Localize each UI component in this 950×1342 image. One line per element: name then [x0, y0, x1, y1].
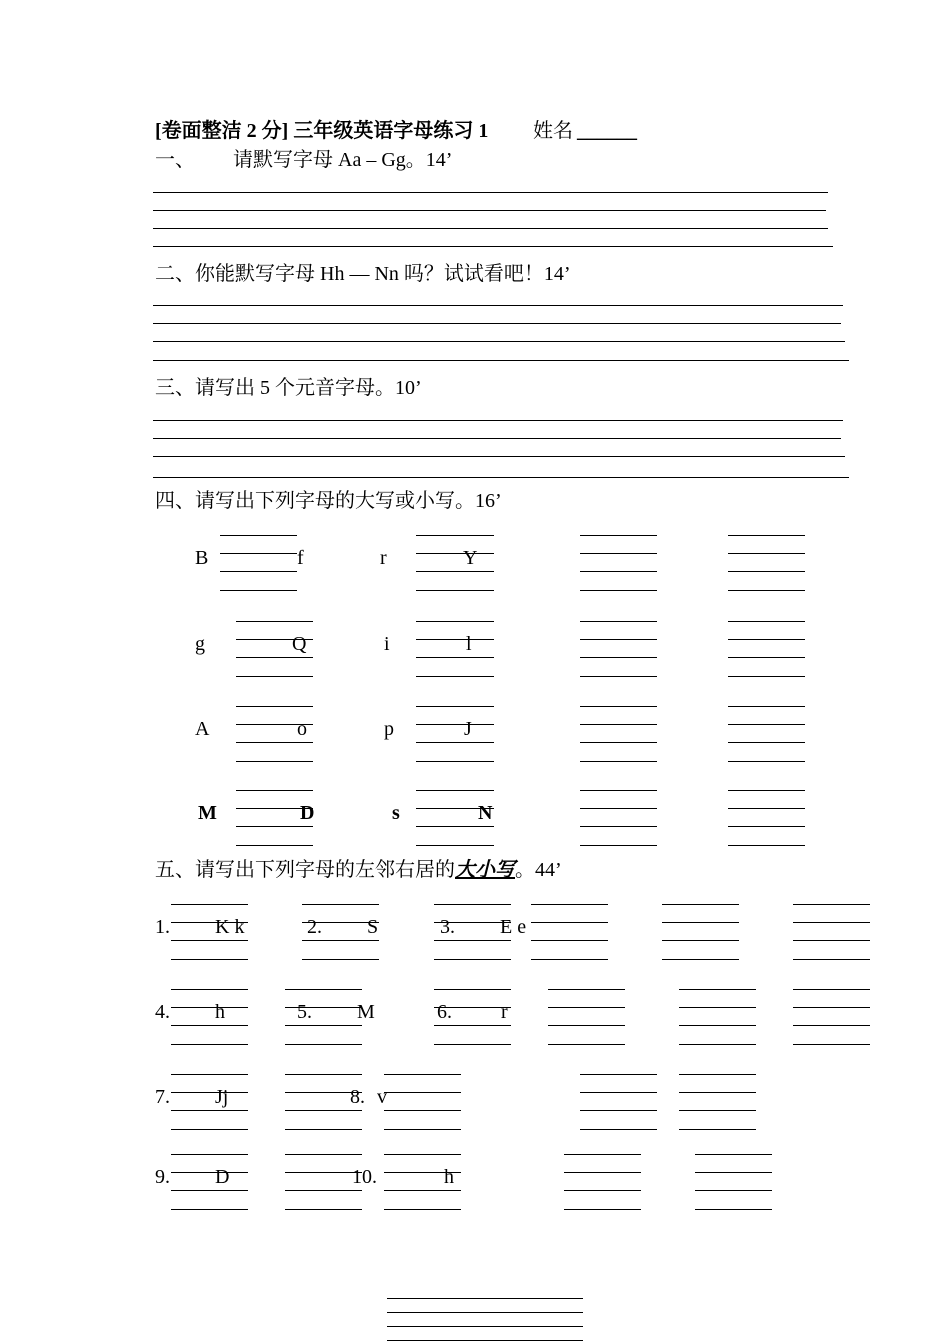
answer-line[interactable]: [679, 1007, 756, 1008]
letter-prompt: D: [300, 802, 315, 824]
answer-line[interactable]: [580, 1129, 657, 1130]
answer-line[interactable]: [171, 1025, 248, 1026]
letter-prompt: p: [384, 718, 394, 740]
answer-line[interactable]: [580, 639, 657, 640]
answer-line[interactable]: [171, 959, 248, 960]
answer-line[interactable]: [434, 1044, 511, 1045]
answer-line[interactable]: [728, 790, 805, 791]
answer-line[interactable]: [285, 1025, 362, 1026]
answer-line[interactable]: [236, 845, 313, 846]
letter-prompt: S: [367, 916, 379, 938]
answer-line[interactable]: [728, 808, 805, 809]
answer-line[interactable]: [679, 1110, 756, 1111]
answer-line[interactable]: [171, 940, 248, 941]
letter-prompt: N: [478, 802, 493, 824]
answer-line[interactable]: [580, 790, 657, 791]
answer-line[interactable]: [171, 1044, 248, 1045]
answer-line[interactable]: [171, 1190, 248, 1191]
writing-line[interactable]: [153, 360, 849, 361]
answer-line[interactable]: [285, 1074, 362, 1075]
answer-line[interactable]: [679, 1074, 756, 1075]
letter-prompt: E e: [500, 916, 527, 938]
writing-line[interactable]: [153, 305, 843, 306]
answer-line[interactable]: [580, 826, 657, 827]
answer-line[interactable]: [564, 1209, 641, 1210]
letter-prompt: r: [380, 547, 387, 569]
answer-line[interactable]: [728, 706, 805, 707]
writing-line[interactable]: [153, 420, 843, 421]
answer-line[interactable]: [728, 553, 805, 554]
writing-line[interactable]: [153, 341, 845, 342]
writing-line[interactable]: [153, 192, 828, 193]
writing-line[interactable]: [153, 228, 828, 229]
section-1-number: 一、: [155, 149, 195, 171]
answer-line[interactable]: [564, 1154, 641, 1155]
answer-line[interactable]: [548, 1025, 625, 1026]
answer-line[interactable]: [728, 571, 805, 572]
question-number: 8.: [350, 1086, 365, 1108]
answer-line[interactable]: [220, 571, 297, 572]
writing-line[interactable]: [153, 438, 841, 439]
answer-line[interactable]: [285, 1044, 362, 1045]
answer-line[interactable]: [416, 676, 494, 677]
answer-line[interactable]: [793, 904, 870, 905]
writing-line[interactable]: [387, 1326, 583, 1327]
answer-line[interactable]: [416, 553, 494, 554]
answer-line[interactable]: [171, 1154, 248, 1155]
section-4-title: 四、请写出下列字母的大写或小写。16’: [155, 490, 502, 512]
answer-line[interactable]: [416, 761, 494, 762]
answer-line[interactable]: [728, 742, 805, 743]
answer-line[interactable]: [580, 571, 657, 572]
answer-line[interactable]: [434, 940, 511, 941]
answer-line[interactable]: [662, 959, 739, 960]
answer-line[interactable]: [171, 1092, 248, 1093]
letter-prompt: M: [357, 1001, 375, 1023]
answer-line[interactable]: [679, 1044, 756, 1045]
letter-prompt: s: [392, 802, 400, 824]
answer-line[interactable]: [384, 1154, 461, 1155]
answer-line[interactable]: [679, 989, 756, 990]
answer-line[interactable]: [302, 940, 379, 941]
letter-prompt: g: [195, 633, 205, 655]
writing-line[interactable]: [153, 323, 841, 324]
answer-line[interactable]: [416, 535, 494, 536]
question-number: 5.: [297, 1001, 312, 1023]
writing-line[interactable]: [153, 210, 826, 211]
answer-line[interactable]: [416, 657, 494, 658]
answer-line[interactable]: [236, 621, 313, 622]
answer-line[interactable]: [728, 724, 805, 725]
letter-prompt: r: [501, 1001, 508, 1023]
letter-prompt: h: [444, 1166, 454, 1188]
answer-line[interactable]: [285, 1172, 362, 1173]
section-5-title-start: 五、请写出下列字母的左邻右居的: [155, 859, 455, 881]
answer-line[interactable]: [728, 761, 805, 762]
question-number: 10.: [352, 1166, 377, 1188]
answer-line[interactable]: [434, 959, 511, 960]
letter-prompt: A: [195, 718, 210, 740]
answer-line[interactable]: [171, 1110, 248, 1111]
answer-line[interactable]: [302, 959, 379, 960]
answer-line[interactable]: [662, 922, 739, 923]
answer-line[interactable]: [236, 657, 313, 658]
answer-line[interactable]: [728, 639, 805, 640]
answer-line[interactable]: [171, 989, 248, 990]
answer-line[interactable]: [384, 1129, 461, 1130]
answer-line[interactable]: [793, 989, 870, 990]
answer-line[interactable]: [793, 922, 870, 923]
answer-line[interactable]: [384, 1074, 461, 1075]
letter-prompt: l: [466, 633, 472, 655]
answer-line[interactable]: [548, 1044, 625, 1045]
name-label: 姓名: [533, 120, 573, 142]
answer-line[interactable]: [416, 724, 494, 725]
answer-line[interactable]: [728, 621, 805, 622]
answer-line[interactable]: [416, 621, 494, 622]
answer-line[interactable]: [236, 826, 313, 827]
answer-line[interactable]: [285, 989, 362, 990]
answer-line[interactable]: [580, 657, 657, 658]
answer-line[interactable]: [793, 1007, 870, 1008]
answer-line[interactable]: [285, 1154, 362, 1155]
answer-line[interactable]: [662, 940, 739, 941]
answer-line[interactable]: [580, 742, 657, 743]
letter-prompt: K k: [215, 916, 245, 938]
answer-line[interactable]: [728, 676, 805, 677]
letter-prompt: M: [198, 802, 217, 824]
answer-line[interactable]: [285, 1190, 362, 1191]
answer-line[interactable]: [236, 676, 313, 677]
answer-line[interactable]: [580, 845, 657, 846]
question-number: 2.: [307, 916, 322, 938]
section-1-title: 请默写字母 Aa – Gg。14’: [233, 149, 453, 171]
answer-line[interactable]: [695, 1154, 772, 1155]
answer-line[interactable]: [171, 1172, 248, 1173]
letter-prompt: v: [377, 1086, 387, 1108]
answer-line[interactable]: [171, 1074, 248, 1075]
answer-line[interactable]: [531, 904, 608, 905]
name-blank: ______: [577, 120, 637, 142]
writing-line[interactable]: [153, 246, 833, 247]
question-number: 3.: [440, 916, 455, 938]
answer-line[interactable]: [236, 742, 313, 743]
answer-line[interactable]: [416, 571, 494, 572]
answer-line[interactable]: [236, 761, 313, 762]
answer-line[interactable]: [580, 724, 657, 725]
answer-line[interactable]: [220, 535, 297, 536]
writing-line[interactable]: [153, 456, 845, 457]
answer-line[interactable]: [416, 706, 494, 707]
answer-line[interactable]: [302, 904, 379, 905]
answer-line[interactable]: [793, 1025, 870, 1026]
answer-line[interactable]: [220, 590, 297, 591]
question-number: 6.: [437, 1001, 452, 1023]
answer-line[interactable]: [580, 1110, 657, 1111]
answer-line[interactable]: [434, 904, 511, 905]
answer-line[interactable]: [679, 1025, 756, 1026]
worksheet-title: [卷面整洁 2 分] 三年级英语字母练习 1: [155, 120, 489, 142]
answer-line[interactable]: [662, 904, 739, 905]
question-number: 4.: [155, 1001, 170, 1023]
answer-line[interactable]: [171, 1007, 248, 1008]
answer-line[interactable]: [564, 1172, 641, 1173]
answer-line[interactable]: [531, 922, 608, 923]
answer-line[interactable]: [548, 989, 625, 990]
section-5-title: [155, 859, 562, 881]
section-5-title-emphasis: 大小写: [455, 859, 515, 881]
answer-line[interactable]: [531, 959, 608, 960]
answer-line[interactable]: [171, 1129, 248, 1130]
letter-prompt: Y: [463, 547, 478, 569]
letter-prompt: h: [215, 1001, 225, 1023]
answer-line[interactable]: [728, 590, 805, 591]
answer-line[interactable]: [416, 639, 494, 640]
answer-line[interactable]: [171, 904, 248, 905]
answer-line[interactable]: [695, 1190, 772, 1191]
letter-prompt: i: [384, 633, 390, 655]
answer-line[interactable]: [793, 959, 870, 960]
answer-line[interactable]: [434, 1025, 511, 1026]
writing-line[interactable]: [153, 477, 849, 478]
answer-line[interactable]: [695, 1172, 772, 1173]
answer-line[interactable]: [728, 657, 805, 658]
writing-line[interactable]: [387, 1340, 583, 1341]
section-3-title: 三、请写出 5 个元音字母。10’: [155, 377, 422, 399]
answer-line[interactable]: [580, 621, 657, 622]
answer-line[interactable]: [793, 940, 870, 941]
question-number: 7.: [155, 1086, 170, 1108]
answer-line[interactable]: [580, 590, 657, 591]
answer-line[interactable]: [416, 790, 494, 791]
answer-line[interactable]: [695, 1209, 772, 1210]
writing-line[interactable]: [387, 1298, 583, 1299]
answer-line[interactable]: [580, 706, 657, 707]
answer-line[interactable]: [679, 1129, 756, 1130]
answer-line[interactable]: [384, 1092, 461, 1093]
question-number: 1.: [155, 916, 170, 938]
answer-line[interactable]: [416, 826, 494, 827]
letter-prompt: D: [215, 1166, 230, 1188]
answer-line[interactable]: [285, 1129, 362, 1130]
answer-line[interactable]: [564, 1190, 641, 1191]
answer-line[interactable]: [679, 1092, 756, 1093]
answer-line[interactable]: [580, 808, 657, 809]
letter-prompt: B: [195, 547, 209, 569]
answer-line[interactable]: [416, 845, 494, 846]
answer-line[interactable]: [728, 845, 805, 846]
answer-line[interactable]: [171, 1209, 248, 1210]
answer-line[interactable]: [580, 1092, 657, 1093]
answer-line[interactable]: [384, 1209, 461, 1210]
letter-prompt: J: [464, 718, 472, 740]
answer-line[interactable]: [384, 1110, 461, 1111]
answer-line[interactable]: [236, 706, 313, 707]
answer-line[interactable]: [220, 553, 297, 554]
section-2-title: 二、你能默写字母 Hh — Nn 吗？试试看吧！14’: [155, 263, 571, 285]
section-5-title-end: 。44’: [515, 859, 562, 881]
letter-prompt: Jj: [215, 1086, 229, 1108]
letter-prompt: f: [297, 547, 304, 569]
writing-line[interactable]: [387, 1312, 583, 1313]
question-number: 9.: [155, 1166, 170, 1188]
answer-line[interactable]: [580, 761, 657, 762]
answer-line[interactable]: [580, 676, 657, 677]
answer-line[interactable]: [580, 535, 657, 536]
answer-line[interactable]: [416, 590, 494, 591]
letter-prompt: Q: [292, 633, 307, 655]
answer-line[interactable]: [384, 1190, 461, 1191]
answer-line[interactable]: [548, 1007, 625, 1008]
answer-line[interactable]: [580, 1074, 657, 1075]
answer-line[interactable]: [285, 1209, 362, 1210]
answer-line[interactable]: [728, 826, 805, 827]
answer-line[interactable]: [285, 1110, 362, 1111]
answer-line[interactable]: [793, 1044, 870, 1045]
answer-line[interactable]: [416, 742, 494, 743]
answer-line[interactable]: [580, 553, 657, 554]
answer-line[interactable]: [236, 790, 313, 791]
answer-line[interactable]: [531, 940, 608, 941]
letter-prompt: o: [297, 718, 307, 740]
answer-line[interactable]: [434, 989, 511, 990]
answer-line[interactable]: [728, 535, 805, 536]
